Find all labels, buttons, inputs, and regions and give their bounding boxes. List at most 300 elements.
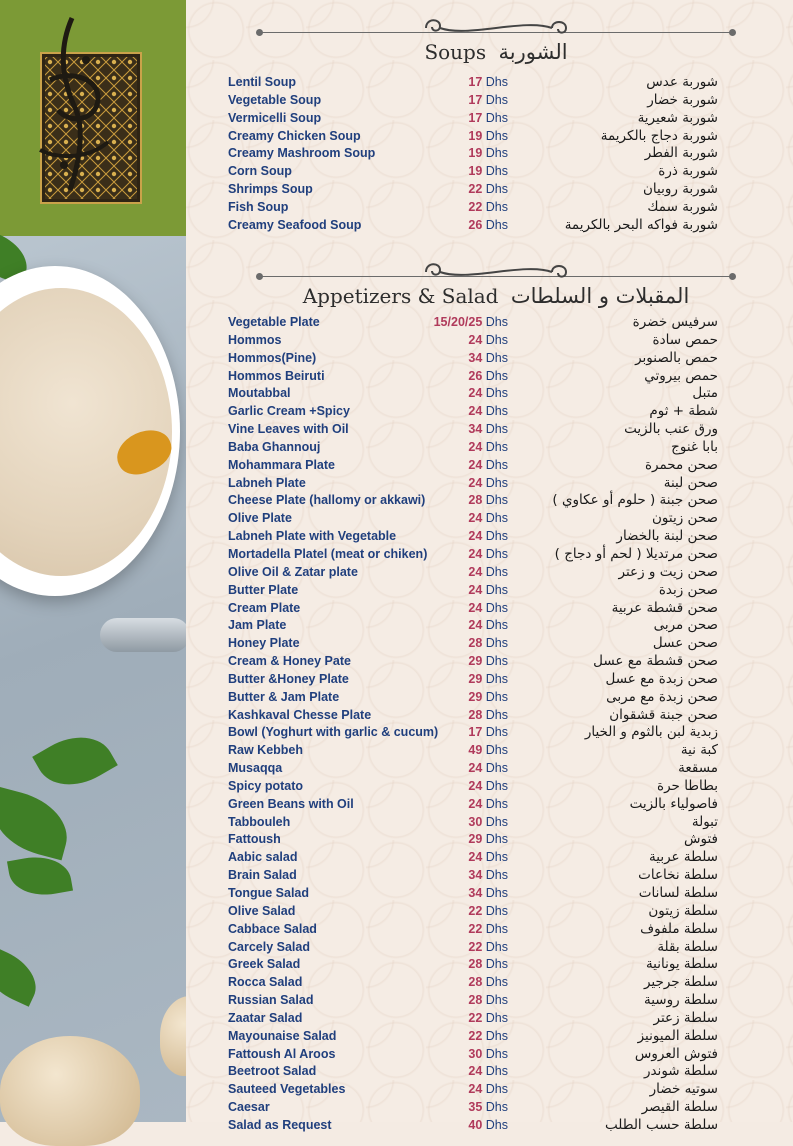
item-price [468,421,508,439]
price-currency: Dhs [485,350,508,365]
price-value: 35 [468,1100,483,1115]
item-price [468,546,508,564]
menu-item [228,796,718,814]
menu-item [228,350,718,368]
item-price [468,921,508,939]
item-name-en: Mayounaise Salad [228,1028,337,1043]
item-name-ar: شوربة شعيرية [637,109,718,126]
item-price [468,742,508,760]
item-name-en: Kashkaval Chesse Plate [228,707,372,722]
price-currency: Dhs [485,475,508,490]
item-price [468,600,508,618]
item-name-en: Hommos [228,332,282,347]
item-name-en: Hommos(Pine) [228,350,317,365]
price-value: 28 [468,707,483,722]
item-name-ar: سلطة روسية [643,992,718,1009]
menu-item [228,582,718,600]
item-price [468,564,508,582]
price-value: 26 [468,368,483,383]
logo-calligraphy-icon [0,0,140,220]
item-name-ar: بطاطا حرة [657,777,718,794]
item-name-en: Cream & Honey Pate [228,654,351,669]
item-name-en: Tongue Salad [228,886,310,900]
price-value: 34 [468,350,483,365]
price-value: 24 [468,778,483,793]
item-name-ar: شوربة روبيان [643,181,718,198]
appetizers-list [228,314,718,1135]
price-value: 29 [468,832,483,847]
price-value: 22 [468,939,483,954]
price-currency: Dhs [485,564,508,579]
item-name-ar: سلطة نخاعات [638,867,718,884]
price-value: 24 [468,475,483,490]
item-name-en: Olive Plate [228,511,292,526]
item-name-ar: سلطة ملفوف [640,920,718,937]
price-value: 29 [468,654,483,669]
price-currency: Dhs [485,457,508,472]
price-currency: Dhs [485,1046,508,1061]
item-name-ar: شوربة الفطر [644,145,718,162]
item-name-en: Cabbace Salad [228,921,317,936]
menu-item [228,671,718,689]
price-currency: Dhs [485,128,508,143]
menu-item [228,921,718,939]
item-name-en: Tabbouleh [228,814,291,829]
item-name-en: Rocca Salad [228,975,303,990]
price-currency: Dhs [485,582,508,597]
item-name-en: Jam Plate [228,618,287,633]
item-name-en: Butter &Honey Plate [228,671,349,686]
price-value: 28 [468,993,483,1008]
item-name-ar: سلطة الميونيز [637,1027,718,1044]
price-currency: Dhs [485,868,508,883]
item-price [468,1117,508,1135]
menu-item [228,492,718,510]
item-name-en: Sauteed Vegetables [228,1082,346,1097]
item-name-en: Labneh Plate with Vegetable [228,529,397,544]
item-name-ar: حمص بيروتي [644,367,718,384]
item-price [434,314,508,332]
item-name-ar: صحن قشطة مع عسل [593,653,718,670]
item-name-ar: صحن زيت و زعتر [618,563,718,580]
item-name-en: Moutabbal [228,386,291,401]
item-price [468,1099,508,1117]
price-currency: Dhs [485,689,508,704]
ornament-swirl-icon [418,260,574,282]
price-currency: Dhs [485,315,508,329]
menu-item [228,778,718,796]
item-name-ar: حمص بالصنوبر [635,349,718,366]
price-currency: Dhs [485,1117,508,1132]
price-currency: Dhs [485,386,508,401]
price-currency: Dhs [485,164,508,179]
item-name-ar: صحن قشطة عربية [611,599,718,616]
item-name-ar: صحن زبدة مع مربى [606,688,718,705]
price-value: 22 [468,903,483,918]
item-name-ar: متبل [692,385,718,402]
menu-item [228,903,718,921]
item-price [468,974,508,992]
menu-item [228,457,718,475]
price-currency: Dhs [485,511,508,526]
menu-item [228,475,718,493]
item-price [468,1028,508,1046]
item-name-en: Lentil Soup [228,75,297,89]
item-price [468,849,508,867]
price-currency: Dhs [485,850,508,865]
price-currency: Dhs [485,903,508,918]
price-currency: Dhs [485,529,508,544]
menu-content [186,0,793,1133]
ornament-dot [256,29,263,36]
item-price [468,332,508,350]
item-name-en: Fish Soup [228,199,289,214]
price-value: 40 [468,1117,483,1132]
price-value: 24 [468,332,483,347]
item-price [468,92,508,110]
item-price [468,617,508,635]
price-value: 34 [468,886,483,900]
price-currency: Dhs [485,404,508,419]
soups-header [256,10,736,64]
item-name-en: Aabic salad [228,850,298,865]
item-name-en: Caesar [228,1100,270,1115]
menu-item [228,421,718,439]
item-name-ar: صحن زبدة مع عسل [605,670,718,687]
spoon [100,618,190,652]
item-name-ar: سلطة لسانات [638,885,718,901]
item-name-en: Garlic Cream +Spicy [228,404,350,419]
price-value: 24 [468,796,483,811]
appetizers-header [256,254,736,308]
item-price [468,814,508,832]
item-price [468,403,508,421]
item-price [468,510,508,528]
item-name-ar: صحن زيتون [652,510,718,527]
item-name-en: Corn Soup [228,164,292,179]
soups-list [228,74,718,235]
item-price [468,760,508,778]
ornament-swirl-icon [418,16,574,38]
item-name-en: Musaqqa [228,761,283,776]
sidebar [0,0,186,1122]
item-price [468,831,508,849]
price-value: 19 [468,146,483,161]
item-name-ar: فتوش [684,831,718,848]
price-value: 24 [468,582,483,597]
menu-item [228,956,718,974]
item-name-en: Baba Ghannouj [228,439,321,454]
price-value: 24 [468,1064,483,1079]
item-name-ar: مسقعة [678,760,718,777]
item-name-ar: شوربة دجاج بالكريمة [600,127,718,144]
item-name-en: Vine Leaves with Oil [228,422,349,437]
item-name-ar: صحن لبنة [663,474,718,491]
price-currency: Dhs [485,332,508,347]
item-name-en: Zaatar Salad [228,1010,303,1025]
item-name-ar: شوربة خضار [647,91,718,108]
price-value: 26 [468,217,483,232]
price-value: 34 [468,422,483,437]
menu-item [228,92,718,110]
item-name-ar: شوربة فواكه البحر بالكريمة [564,216,718,233]
price-value: 19 [468,128,483,143]
item-price [468,475,508,493]
item-name-en: Creamy Chicken Soup [228,128,361,143]
section-title-en: Appetizers & Salad [302,284,499,308]
item-price [468,217,508,235]
section-title-ar: الشوربة [498,40,568,64]
price-value: 17 [468,725,483,740]
item-price [468,653,508,671]
menu-item [228,128,718,146]
item-name-en: Brain Salad [228,868,297,883]
item-name-ar: سلطة يونانية [645,956,718,973]
menu-item [228,1028,718,1046]
item-price [468,1010,508,1028]
price-currency: Dhs [485,217,508,232]
price-value: 34 [468,868,483,883]
menu-item [228,885,718,903]
item-name-ar: سوتيه خضار [649,1081,718,1098]
price-value: 24 [468,546,483,561]
item-name-en: Olive Oil & Zatar plate [228,564,358,579]
price-currency: Dhs [485,422,508,437]
section-title-en: Soups [424,40,487,64]
price-currency: Dhs [485,761,508,776]
menu-item [228,1010,718,1028]
parsley-leaf [0,945,46,1007]
item-price [468,707,508,725]
price-currency: Dhs [485,796,508,811]
price-currency: Dhs [485,814,508,829]
section-title [256,284,736,308]
price-value: 24 [468,1082,483,1097]
item-price [468,671,508,689]
menu-item [228,199,718,217]
item-price [468,110,508,128]
item-name-en: Carcely Salad [228,939,310,954]
price-value: 15/20/25 [433,315,483,329]
menu-item [228,939,718,957]
price-value: 22 [468,182,483,197]
section-title-ar: المقبلات و السلطات [510,284,690,308]
price-value: 28 [468,957,483,972]
mushroom [0,1036,140,1146]
item-price [468,528,508,546]
price-value: 24 [468,600,483,615]
item-name-en: Russian Salad [228,993,314,1008]
item-name-ar: فتوش العروس [634,1045,718,1062]
menu-item [228,814,718,832]
item-name-en: Mohammara Plate [228,457,335,472]
price-currency: Dhs [485,707,508,722]
item-price [468,492,508,510]
menu-item [228,332,718,350]
price-currency: Dhs [485,886,508,900]
item-name-ar: سلطة زعتر [653,1009,718,1026]
item-name-en: Salad as Request [228,1117,332,1132]
price-currency: Dhs [485,439,508,454]
price-value: 30 [468,1046,483,1061]
item-name-ar: شوربة عدس [646,74,718,90]
item-name-ar: سلطة شوندر [643,1063,718,1080]
item-price [468,181,508,199]
menu-item [228,403,718,421]
item-price [468,796,508,814]
item-price [468,724,508,742]
item-name-ar: صحن جبنة قشقوان [609,706,718,723]
item-name-en: Creamy Seafood Soup [228,217,362,232]
ornament-dot [256,273,263,280]
price-currency: Dhs [485,1010,508,1025]
price-currency: Dhs [485,671,508,686]
price-currency: Dhs [485,975,508,990]
menu-item [228,1063,718,1081]
item-name-en: Fattoush [228,832,281,847]
item-name-en: Greek Salad [228,957,301,972]
item-name-en: Olive Salad [228,903,296,918]
item-price [468,368,508,386]
item-price [468,689,508,707]
item-name-en: Fattoush Al Aroos [228,1046,336,1061]
menu-item [228,163,718,181]
price-value: 17 [468,110,483,125]
item-name-ar: صحن محمرة [644,456,718,473]
price-value: 24 [468,386,483,401]
price-currency: Dhs [485,182,508,197]
item-name-en: Butter Plate [228,582,299,597]
price-value: 17 [468,75,483,89]
price-value: 24 [468,618,483,633]
menu-item [228,1117,718,1135]
price-currency: Dhs [485,493,508,508]
price-value: 22 [468,1010,483,1025]
menu-item [228,831,718,849]
menu-item [228,368,718,386]
price-currency: Dhs [485,957,508,972]
menu-item [228,564,718,582]
ornament-dot [729,273,736,280]
item-price [468,199,508,217]
price-currency: Dhs [485,1100,508,1115]
menu-item [228,992,718,1010]
item-name-en: Vegetable Plate [228,315,320,329]
price-value: 29 [468,689,483,704]
item-price [468,457,508,475]
price-currency: Dhs [485,1064,508,1079]
price-value: 24 [468,564,483,579]
price-value: 22 [468,921,483,936]
price-value: 24 [468,511,483,526]
menu-item [228,635,718,653]
menu-item [228,217,718,235]
menu-item [228,742,718,760]
price-currency: Dhs [485,618,508,633]
item-name-ar: صحن مربى [653,617,718,634]
item-name-en: Cheese Plate (hallomy or akkawi) [228,493,426,508]
price-currency: Dhs [485,921,508,936]
menu-item [228,1081,718,1099]
price-value: 30 [468,814,483,829]
item-name-en: Honey Plate [228,636,300,651]
parsley-leaf [32,722,118,800]
price-currency: Dhs [485,743,508,758]
item-price [468,778,508,796]
price-currency: Dhs [485,654,508,669]
item-price [468,1063,508,1081]
item-name-en: Vegetable Soup [228,92,322,107]
menu-item [228,724,718,742]
menu-item [228,617,718,635]
item-price [468,128,508,146]
item-price [468,885,508,903]
item-price [468,439,508,457]
price-currency: Dhs [485,199,508,214]
menu-item [228,653,718,671]
price-currency: Dhs [485,832,508,847]
item-name-ar: سلطة زيتون [648,902,718,919]
price-currency: Dhs [485,939,508,954]
item-price [468,956,508,974]
price-currency: Dhs [485,1028,508,1043]
item-name-en: Raw Kebbeh [228,743,304,758]
menu-item [228,707,718,725]
item-name-ar: تبولة [691,813,718,830]
item-name-en: Shrimps Soup [228,182,313,197]
price-value: 24 [468,404,483,419]
menu-item [228,528,718,546]
item-name-ar: ورق عنب بالزيت [624,421,718,438]
ornament-dot [729,29,736,36]
menu-item [228,110,718,128]
menu-item [228,1046,718,1064]
menu-item [228,510,718,528]
item-name-ar: سلطة القيصر [641,1099,718,1116]
item-price [468,992,508,1010]
menu-item [228,600,718,618]
item-name-ar: حمص سادة [652,331,718,348]
soup-photo [0,236,186,1122]
item-price [468,1046,508,1064]
price-currency: Dhs [485,146,508,161]
menu-item [228,439,718,457]
item-name-en: Labneh Plate [228,475,306,490]
item-name-ar: شوربة سمك [647,198,718,215]
item-price [468,903,508,921]
menu-item [228,867,718,885]
section-title [256,40,736,64]
item-price [468,635,508,653]
price-value: 49 [468,743,483,758]
menu-item [228,314,718,332]
parsley-leaf [7,851,73,901]
item-name-ar: سلطة جرجير [643,974,718,991]
parsley-leaf [0,787,76,861]
menu-item [228,760,718,778]
item-price [468,582,508,600]
price-value: 28 [468,975,483,990]
menu-item [228,385,718,403]
price-currency: Dhs [485,92,508,107]
price-value: 29 [468,671,483,686]
price-value: 19 [468,164,483,179]
item-name-ar: سلطة عربية [649,849,718,866]
item-name-en: Vermicelli Soup [228,110,322,125]
price-value: 28 [468,493,483,508]
item-price [468,163,508,181]
price-currency: Dhs [485,110,508,125]
